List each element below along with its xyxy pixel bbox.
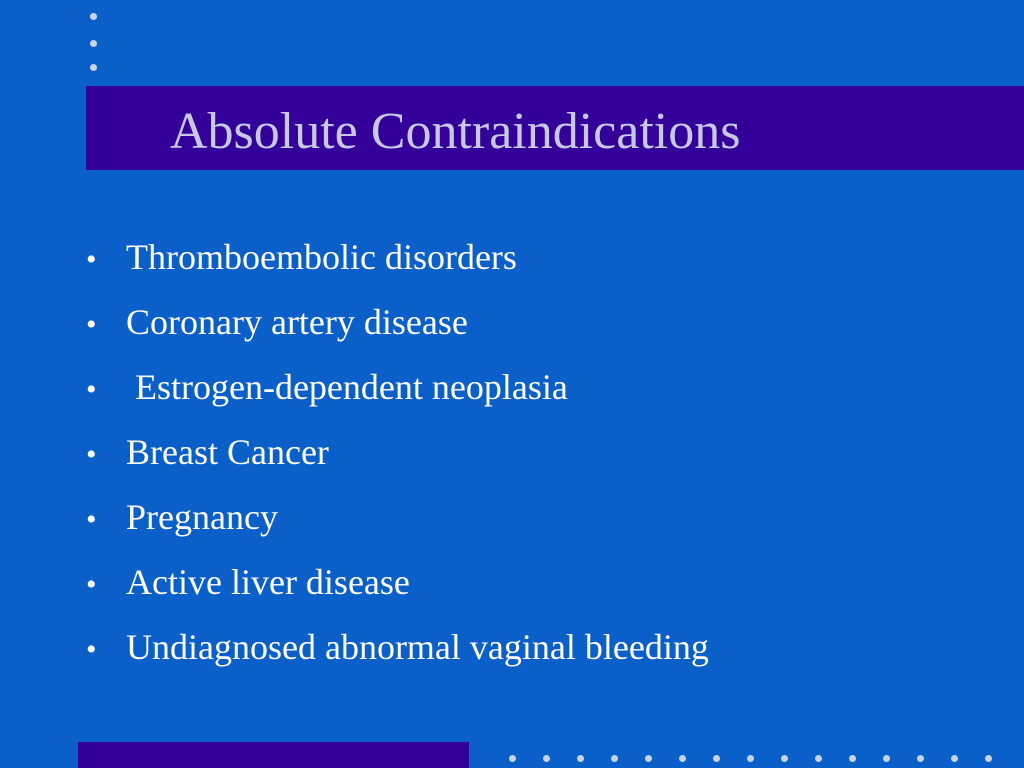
list-item xyxy=(86,427,709,492)
list-item xyxy=(86,297,709,362)
decorative-dot xyxy=(611,755,618,762)
decorative-dot xyxy=(781,755,788,762)
slide-title: Absolute Contraindications xyxy=(170,103,741,160)
decorative-dot xyxy=(747,755,754,762)
list-item xyxy=(86,362,709,427)
bullet-text: Pregnancy xyxy=(126,497,278,537)
bullet-text: Breast Cancer xyxy=(126,432,329,472)
decorative-dot xyxy=(849,755,856,762)
list-item xyxy=(86,492,709,557)
bullet-icon: • xyxy=(86,568,97,601)
decorative-dot xyxy=(917,755,924,762)
bullet-icon: • xyxy=(86,503,97,536)
list-item xyxy=(86,622,709,687)
decorative-dot xyxy=(577,755,584,762)
decorative-dot xyxy=(543,755,550,762)
decorative-dot xyxy=(713,755,720,762)
decorative-dot xyxy=(815,755,822,762)
bullet-text: Estrogen-dependent neoplasia xyxy=(126,367,568,407)
bullet-text: Active liver disease xyxy=(126,562,410,602)
bullet-text: Coronary artery disease xyxy=(126,302,468,342)
decorative-dot xyxy=(90,40,97,47)
bullet-icon: • xyxy=(86,308,97,341)
bullet-icon: • xyxy=(86,633,97,666)
decorative-dot xyxy=(883,755,890,762)
bullet-text: Undiagnosed abnormal vaginal bleeding xyxy=(126,627,709,667)
decorative-dot xyxy=(985,755,992,762)
decorative-dot xyxy=(509,755,516,762)
bullet-icon: • xyxy=(86,438,97,471)
bullet-text: Thromboembolic disorders xyxy=(126,237,517,277)
bullet-icon: • xyxy=(86,243,97,276)
decorative-dot xyxy=(90,13,97,20)
bullet-list xyxy=(86,232,709,687)
decorative-dot xyxy=(90,64,97,71)
decorative-dot xyxy=(645,755,652,762)
bottom-bar xyxy=(78,742,469,768)
bullet-icon: • xyxy=(86,373,97,406)
list-item xyxy=(86,557,709,622)
decorative-dot xyxy=(679,755,686,762)
list-item xyxy=(86,232,709,297)
decorative-dot xyxy=(951,755,958,762)
